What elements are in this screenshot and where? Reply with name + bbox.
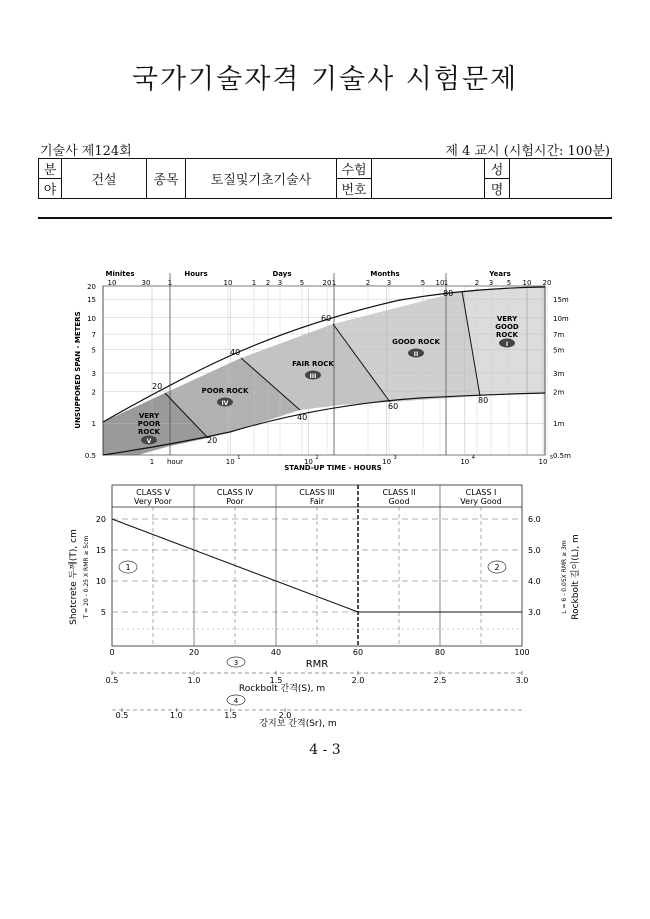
class-name: CLASS V [136,488,170,497]
class-desc: Very Poor [134,497,172,506]
y-tick-label: 7 [91,331,96,340]
x-tick-label: 10 [460,458,470,466]
top-tick-label: 3 [277,279,283,287]
y-tick-label: 2 [91,388,96,397]
x-tick-exponent: 2 [315,455,319,461]
marker-label-2: 2 [494,563,500,572]
x-tick-exponent: 1 [237,455,241,461]
y-tick-label: 6.0 [528,515,541,524]
x-tick-label: hour [166,458,184,466]
boundary-label: 40 [297,413,308,422]
region-label: POOR ROCK [201,387,249,395]
region-label: ROCK [496,331,518,339]
class-badge-label: IV [221,400,229,407]
boundary-label: 80 [443,289,454,298]
scale4-label: 강지보 간격(Sr), m [259,719,337,729]
class-name: CLASS I [465,488,497,497]
exam-no-label-bottom: 번호 [337,179,372,199]
y-tick-label: 3m [553,369,565,378]
y-tick-label: 1 [91,420,96,429]
y-tick-label: 15 [87,296,96,305]
x-tick-exponent: 4 [471,455,475,461]
class-badge-label: III [309,373,317,380]
field-value: 건설 [62,159,147,199]
top-y-axis-label: UNSUPPORED SPAN - METERS [74,311,82,429]
bottom-y-ticks-right [528,515,541,617]
top-tick-label: 1 [251,279,257,287]
top-tick-label: 10 [107,279,117,287]
time-group-label: Days [272,270,292,278]
top-y-ticks-left [85,283,96,460]
marker-label-1: 1 [125,563,131,572]
y-tick-label: 3 [91,369,96,378]
x-tick-label: 1 [149,458,155,466]
top-x-ticks-top [105,270,551,287]
scale4-tick-label: 1.5 [224,711,238,720]
x-tick-label: 10 [538,458,548,466]
top-x-axis-label: STAND-UP TIME - HOURS [284,464,382,472]
class-name: CLASS III [299,488,335,497]
marker-label-4: 4 [233,697,239,705]
scale4-tick-label: 2.0 [278,711,292,720]
scale3-tick-label: 0.5 [105,676,119,685]
scale3-tick-label: 2.5 [433,676,447,685]
bottom-x-ticks [109,648,529,657]
x-tick-label: 80 [434,648,446,657]
top-y-ticks-right [553,296,571,460]
region-label: POOR [137,420,161,428]
class-desc: Poor [226,497,244,506]
y-tick-label: 0.5m [553,452,571,460]
top-tick-label: 30 [141,279,151,287]
y-tick-label: 0.5 [84,452,96,460]
region-label: ROCK [138,428,160,436]
scale3-label: Rockbolt 간격(S), m [238,684,326,694]
x-tick-label: 0 [109,648,115,657]
rmr-support-chart [67,485,581,729]
exam-round: 기술사 제124회 [40,144,132,159]
exam-no-label-top: 수험 [337,159,372,179]
bottom-x-axis-label: RMR [305,659,329,670]
top-tick-label: 3 [488,279,494,287]
region-label: FAIR ROCK [292,360,334,368]
y-tick-label: 4.0 [528,577,541,586]
field-label-top: 분 [39,159,62,179]
top-tick-label: 1 [167,279,173,287]
top-tick-label: 5 [299,279,305,287]
time-group-label: Hours [184,270,208,278]
top-tick-label: 3 [386,279,392,287]
y-tick-label: 20 [87,283,96,291]
exam-session: 제 4 교시 (시험시간: 100분) [445,144,610,159]
x-tick-exponent: 5 [550,455,554,461]
scale4-tick-label: 0.5 [115,711,129,720]
class-headers [134,488,502,506]
y-tick-label: 3.0 [528,608,541,617]
top-tick-label: 10 [435,279,445,287]
x-tick-label: 10 [303,458,313,466]
scale3-tick-label: 1.0 [187,676,201,685]
class-badge-label: V [146,438,152,445]
top-tick-label: 20 [322,279,332,287]
time-group-label: Months [370,270,400,278]
top-tick-label: 2 [365,279,371,287]
bottom-y-right-label: Rockbolt 길이(L), m [571,534,581,620]
boundary-label: 60 [388,402,399,411]
top-tick-label: 1 [443,279,449,287]
page-title: 국가기술자격 기술사 시험문제 [131,64,519,95]
type-value: 토질및기초기술사 [186,159,337,199]
x-tick-exponent: 3 [393,455,397,461]
y-tick-label: 10m [553,314,569,323]
name-label-bottom: 명 [485,179,510,199]
region-label: GOOD [495,323,519,331]
bottom-y-left-label: Shotcrete 두께(T), cm [69,529,79,625]
bottom-y-right-formula: L = 6 - 0.05X RMR ≥ 3m [561,540,568,614]
y-tick-label: 5m [553,346,565,355]
region-label: VERY [496,315,518,323]
y-tick-label: 7m [553,331,565,340]
y-tick-label: 1m [553,420,565,429]
class-badge-label: II [413,351,419,358]
boundary-label: 60 [321,314,332,323]
bottom-y-ticks-left [96,515,106,617]
bottom-y-left-formula: T = 20 - 0.25 X RMR ≥ 5cm [83,535,90,619]
top-tick-label: 2 [474,279,480,287]
field-label-bottom: 야 [39,179,62,199]
class-desc: Fair [309,497,325,506]
scale3-tick-label: 1.5 [269,676,283,685]
top-tick-label: 10 [522,279,532,287]
y-tick-label: 10 [87,314,96,323]
region-label: VERY [138,412,160,420]
top-tick-label: 5 [506,279,512,287]
boundary-label: 20 [152,382,163,391]
class-name: CLASS IV [216,488,254,497]
name-label-top: 성 [485,159,510,179]
y-tick-label: 2m [553,388,565,397]
top-tick-label: 5 [420,279,426,287]
class-desc: Very Good [460,497,502,506]
type-label: 종목 [147,159,186,199]
y-tick-label: 5.0 [528,546,541,555]
stand-up-time-chart [74,270,571,472]
boundary-label: 80 [478,396,489,405]
top-tick-label: 1 [331,279,337,287]
y-tick-label: 5 [100,608,106,617]
y-tick-label: 5 [91,346,96,355]
region-label: GOOD ROCK [392,338,440,346]
top-tick-label: 2 [265,279,271,287]
x-tick-label: 20 [188,648,200,657]
marker-label-3: 3 [233,659,239,667]
y-tick-label: 10 [95,577,106,586]
y-tick-label: 15 [95,546,106,555]
y-tick-label: 20 [95,515,106,524]
x-tick-label: 40 [270,648,282,657]
page-number: 4 - 3 [309,742,341,758]
class-desc: Good [388,497,410,506]
x-tick-label: 60 [352,648,364,657]
scale4-tick-label: 1.0 [169,711,183,720]
x-tick-label: 100 [514,648,530,657]
x-tick-label: 10 [382,458,392,466]
scale3-tick-label: 3.0 [515,676,529,685]
boundary-label: 40 [230,348,241,357]
time-group-label: Minites [105,270,135,278]
y-tick-label: 15m [553,296,569,305]
bottom-grid [112,485,522,646]
class-name: CLASS II [382,488,416,497]
boundary-label: 20 [207,436,218,445]
top-tick-label: 10 [223,279,233,287]
scale3-tick-label: 2.0 [351,676,365,685]
class-badge-label: I [505,341,509,348]
x-tick-label: 10 [225,458,235,466]
top-tick-label: 20 [542,279,552,287]
time-group-label: Years [489,270,511,278]
